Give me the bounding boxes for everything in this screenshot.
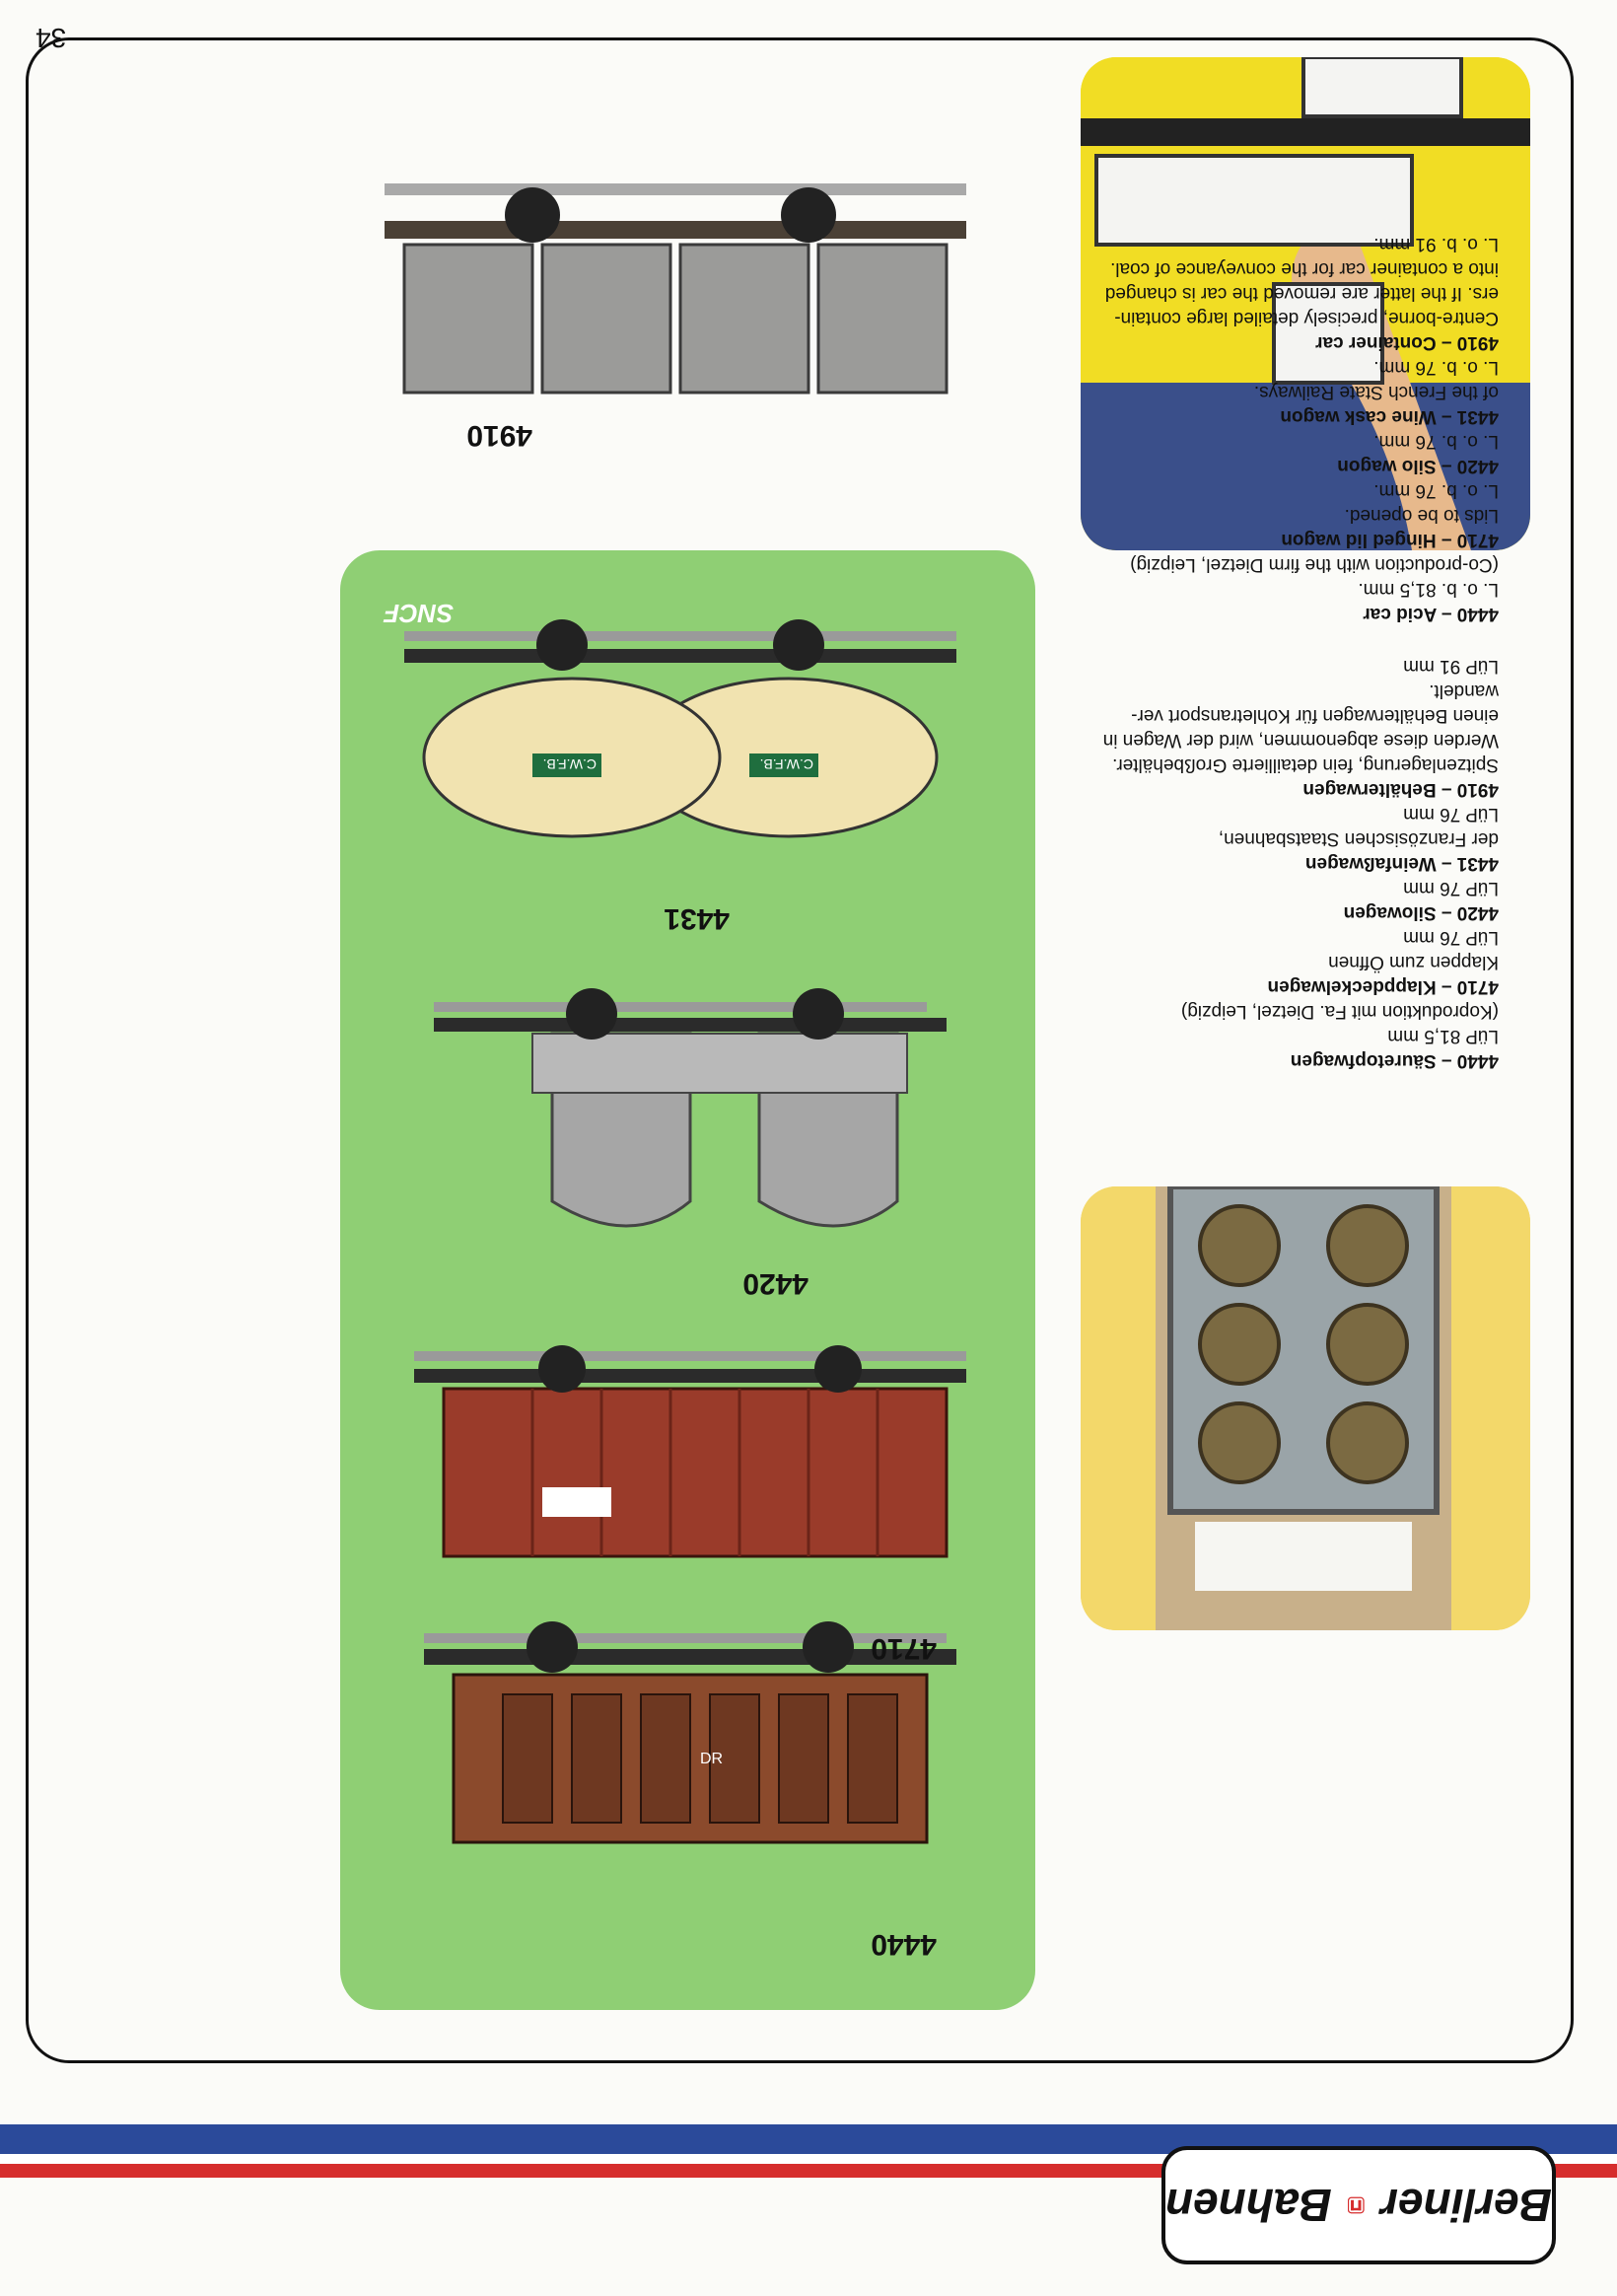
item-4420-de-line: LüP 76 mm xyxy=(1403,878,1499,898)
item-4910-de-line: Werden diese abgenommen, wird der Wagen in xyxy=(1102,730,1499,751)
item-4910-de-line: einen Behälterwagen für Kohletransport ver- xyxy=(1131,705,1499,726)
description-text xyxy=(1055,232,1499,1073)
item-4440-en-title: 4440 – Acid car xyxy=(1363,604,1499,624)
label-4710: 4710 xyxy=(871,1632,937,1665)
label-4440: 4440 xyxy=(871,1928,937,1961)
brand-word-berliner: Berliner xyxy=(1380,2180,1552,2231)
item-4910-de-line: wandelt. xyxy=(1429,681,1499,701)
item-4440-en-line: L. o. b. 81,5 mm. xyxy=(1358,579,1499,600)
item-4431-en-line: of the French State Railways. xyxy=(1253,382,1499,402)
hinged-lid-wagon-illustration xyxy=(394,1329,986,1615)
item-4420-en-title: 4420 – Silo wagon xyxy=(1337,456,1499,476)
bb-logo-icon xyxy=(1348,2171,1365,2240)
brand-header xyxy=(0,2104,1617,2296)
item-4910-de-line: LüP 91 mm xyxy=(1403,656,1499,677)
item-4910-en-line: ers. If the latter are removed the car is changed xyxy=(1104,283,1499,304)
item-4440-en-line: (Co-production with the firm Dietzel, Leipzig) xyxy=(1130,554,1499,575)
item-4910-en-line: Centre-borne, precisely detailed large contain- xyxy=(1114,308,1499,328)
label-4910: 4910 xyxy=(466,419,532,452)
item-4710-en-line: Lids to be opened. xyxy=(1344,505,1499,526)
item-4431-en-title: 4431 – Wine cask wagon xyxy=(1280,406,1499,427)
item-4710-en-line: L. o. b. 76 mm. xyxy=(1373,480,1499,501)
item-4431-de-line: LüP 76 mm xyxy=(1403,804,1499,825)
container-car-illustration xyxy=(375,136,986,422)
item-4431-de-line: der Französischen Staatsbahnen, xyxy=(1218,828,1499,849)
sncf-mark: SNCF xyxy=(384,599,454,628)
item-4431-en-line: L. o. b. 76 mm. xyxy=(1373,357,1499,378)
item-4910-en-line: L. o. b. 91 mm. xyxy=(1373,234,1499,254)
wine-cask-wagon-illustration xyxy=(375,590,986,886)
page-number: 34 xyxy=(35,23,67,53)
item-4910-de-line: Spitzenlagerung, fein detaillierte Großbehälter. xyxy=(1112,754,1499,775)
item-4910-en-title: 4910 – Container car xyxy=(1315,332,1499,353)
item-4910-en-line: into a container car for the conveyance of coal. xyxy=(1110,258,1499,279)
item-4710-en-title: 4710 – Hinged lid wagon xyxy=(1281,530,1499,550)
item-4420-en-line: L. o. b. 76 mm. xyxy=(1373,431,1499,452)
brand-word-bahnen: Bahnen xyxy=(1165,2180,1332,2231)
item-4420-de-title: 4420 – Silowagen xyxy=(1343,902,1499,923)
cask-label-right: C.W.F.B. xyxy=(542,756,597,772)
item-4710-de-line: LüP 76 mm xyxy=(1403,927,1499,948)
silo-wagon-illustration xyxy=(394,955,986,1260)
item-4440-de-title: 4440 – Säuretopfwagen xyxy=(1290,1050,1499,1071)
item-4440-de-line: (Koproduktion mit Fa. Dietzel, Leipzig) xyxy=(1180,1001,1499,1022)
item-4431-de-title: 4431 – Weinfaßwagen xyxy=(1304,853,1499,874)
label-4420: 4420 xyxy=(742,1267,808,1300)
item-4440-de-line: LüP 81,5 mm xyxy=(1387,1026,1499,1046)
brand-logo xyxy=(1161,2146,1556,2264)
item-4710-de-line: Klappen zum Öffnen xyxy=(1328,952,1499,972)
label-4431: 4431 xyxy=(664,902,730,935)
acid-car-photo xyxy=(1081,1186,1530,1630)
acid-bottles-illustration xyxy=(1081,1186,1530,1630)
item-4910-de-title: 4910 – Behälterwagen xyxy=(1302,779,1499,800)
acid-car-dr-mark: DR xyxy=(700,1751,724,1767)
item-4710-de-title: 4710 – Klappdeckelwagen xyxy=(1267,976,1499,997)
cask-label-left: C.W.F.B. xyxy=(759,756,813,772)
